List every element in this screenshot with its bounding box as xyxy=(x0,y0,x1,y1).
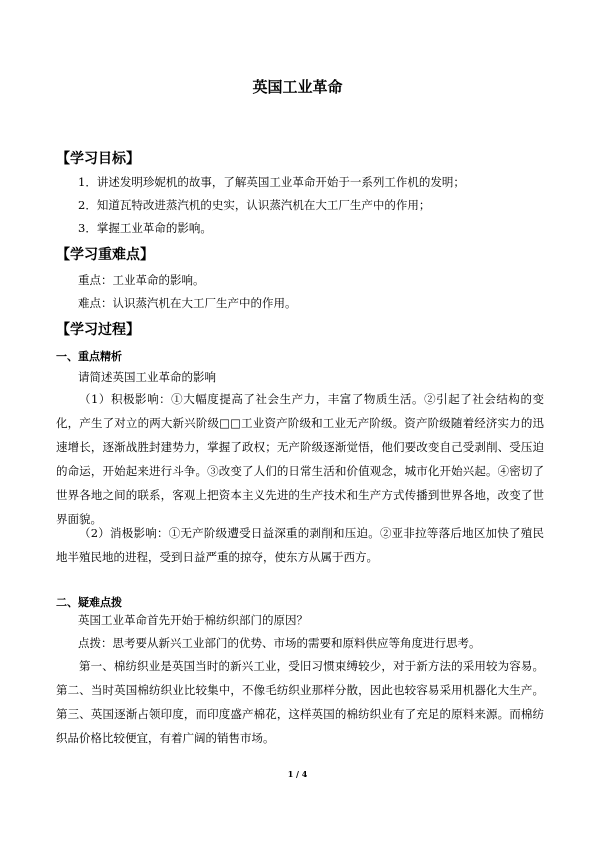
negative-impact-paragraph: （2）消极影响：①无产阶级遭受日益深重的剥削和压迫。②亚非拉等落后地区加快了殖民地半殖民地的进程，受到日益严重的掠夺，使东方从属于西方。 xyxy=(56,526,544,564)
difficulty-text: 难点：认识蒸汽机在大工厂生产中的作用。 xyxy=(78,296,297,310)
objective-item: 2．知道瓦特改进蒸汽机的史实，认识蒸汽机在大工厂生产中的作用； xyxy=(78,198,431,212)
objective-item: 1．讲述发明珍妮机的故事，了解英国工业革命开始于一系列工作机的发明； xyxy=(78,175,465,189)
document-title: 英国工业革命 xyxy=(252,78,343,96)
process-heading: 【学习过程】 xyxy=(56,322,140,338)
part2-answer-paragraph: 第一、棉纺织业是英国当时的新兴工业，受旧习惯束缚较少，对于新方法的采用较为容易。第二、当时英国棉纺织业比较集中，不像毛纺织业那样分散，因此也较容易采用机器化大生产。第三、英国逐渐占领印度，而印度盛产棉花，这样英国的棉纺织业有了充足的原料来源。而棉纺织品价格比较便宜，有着广阔的销售市场。 xyxy=(56,659,544,745)
objective-item: 3．掌握工业革命的影响。 xyxy=(78,221,212,235)
positive-impact-paragraph: （1）积极影响：①大幅度提高了社会生产力，丰富了物质生活。②引起了社会结构的变化，产生了对立的两大新兴阶级□□工业资产阶级和工业无产阶级。资产阶级随着经济实力的迅速增长，逐渐战胜封建势力，掌握了政权；无产阶级逐渐觉悟，他们要改变自己受剥削、受压迫的命运，开始起来进行斗争。③改变了人们的日常生活和价值观念，城市化开始兴起。④密切了世界各地之间的联系，客观上把资本主义先进的生产技术和生产方式传播到世界各地，改变了世界面貌。 xyxy=(56,392,544,526)
key-points-heading: 【学习重难点】 xyxy=(56,247,154,263)
part2-question: 英国工业革命首先开始于棉纺织部门的原因？ xyxy=(78,613,308,627)
objectives-heading: 【学习目标】 xyxy=(56,151,140,167)
page-number: 1 / 4 xyxy=(287,769,308,779)
part2-hint: 点拨：思考要从新兴工业部门的优势、市场的需要和原料供应等角度进行思考。 xyxy=(78,636,481,650)
part2-heading: 二、疑难点拨 xyxy=(56,596,122,609)
part1-heading: 一、重点精析 xyxy=(56,350,122,363)
part1-question: 请简述英国工业革命的影响 xyxy=(78,370,216,384)
focus-text: 重点：工业革命的影响。 xyxy=(78,273,205,287)
